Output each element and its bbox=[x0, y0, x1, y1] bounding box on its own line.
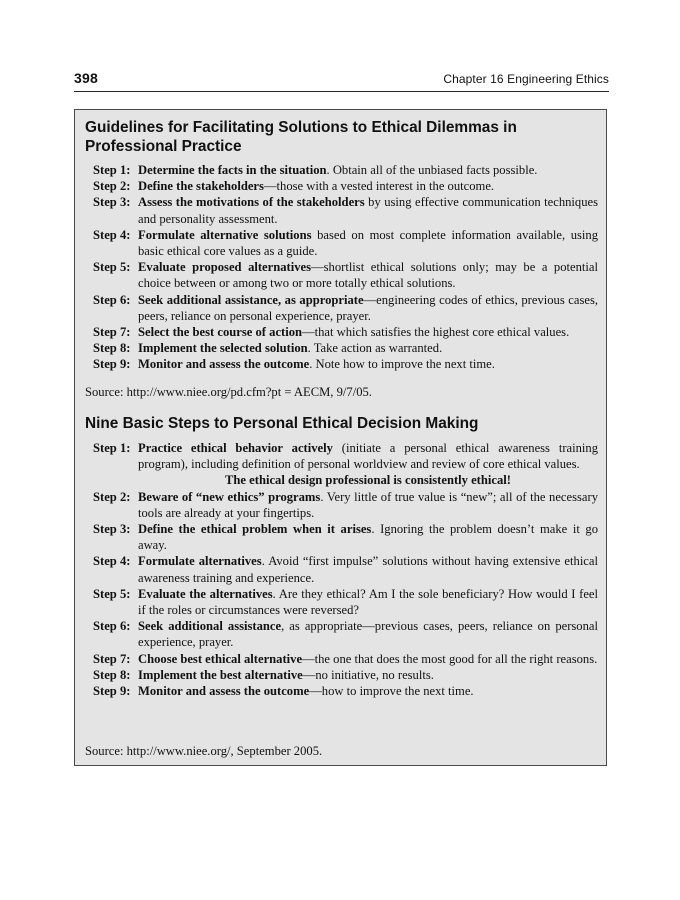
step-text: Determine the facts in the situation. Obtain all of the unbiased facts possible. bbox=[138, 163, 538, 177]
callout-statement: The ethical design professional is consistently ethical! bbox=[225, 473, 511, 488]
step-text: Practice ethical behavior actively (initiate a personal ethical awareness training program), including definition of personal worldview and review of core ethical values. bbox=[138, 441, 598, 472]
step-text: Formulate alternatives. Avoid “first impulse” solutions without having extensive ethical awareness training and experience. bbox=[138, 554, 598, 585]
step-text: Monitor and assess the outcome—how to improve the next time. bbox=[138, 684, 474, 699]
step-item bbox=[93, 292, 598, 324]
step-number: Step 1: bbox=[93, 441, 131, 455]
running-head: Chapter 16 Engineering Ethics bbox=[443, 72, 609, 86]
step-item bbox=[93, 178, 598, 194]
step-text: Formulate alternative solutions based on most complete information available, using basic ethical core values as a guide. bbox=[138, 227, 598, 259]
step-item bbox=[93, 683, 598, 699]
step-text: Choose best ethical alternative—the one that does the most good for all the right reasons. bbox=[138, 651, 598, 666]
step-number: Step 2: bbox=[93, 489, 131, 504]
step-number: Step 3: bbox=[93, 195, 131, 210]
step-item bbox=[93, 324, 598, 340]
step-number: Step 1: bbox=[93, 163, 131, 177]
page-number: 398 bbox=[74, 70, 98, 86]
step-number: Step 4: bbox=[93, 554, 131, 569]
header-rule bbox=[74, 91, 609, 92]
step-item bbox=[93, 618, 598, 650]
step-item bbox=[93, 667, 598, 683]
step-item bbox=[93, 162, 598, 178]
step-text: Beware of “new ethics” programs. Very little of true value is “new”; all of the necessary tools are already at your fingertips. bbox=[138, 489, 598, 520]
step-item bbox=[93, 521, 598, 553]
step-number: Step 6: bbox=[93, 292, 131, 307]
step-number: Step 7: bbox=[93, 325, 131, 340]
step-text: Define the stakeholders—those with a vested interest in the outcome. bbox=[138, 179, 495, 194]
step-number: Step 2: bbox=[93, 179, 131, 194]
step-text: Monitor and assess the outcome. Note how to improve the next time. bbox=[138, 357, 495, 372]
step-item bbox=[93, 356, 598, 372]
step-text: Evaluate proposed alternatives—shortlist ethical solutions only; may be a potential choice between or among two or more totally ethical solutions. bbox=[138, 260, 598, 291]
step-item bbox=[93, 586, 598, 618]
step-text: Seek additional assistance, as appropriate—engineering codes of ethics, previous cases, peers, reliance on personal experience, prayer. bbox=[138, 292, 598, 323]
nine-steps-list bbox=[93, 440, 598, 699]
step-text: Seek additional assistance, as appropriate—previous cases, peers, reliance on personal experience, prayer. bbox=[138, 619, 598, 650]
step-number: Step 6: bbox=[93, 619, 131, 634]
step-number: Step 3: bbox=[93, 522, 131, 537]
step-number: Step 7: bbox=[93, 651, 131, 666]
step-text: Define the ethical problem when it arises. Ignoring the problem doesn’t make it go away. bbox=[138, 522, 599, 553]
step-number: Step 9: bbox=[93, 357, 131, 372]
source-citation: Source: http://www.niee.org/, September 2005. bbox=[85, 744, 323, 758]
step-item bbox=[93, 194, 598, 226]
step-item bbox=[93, 227, 598, 259]
step-item bbox=[93, 340, 598, 356]
step-number: Step 4: bbox=[93, 227, 131, 242]
step-item bbox=[93, 489, 598, 521]
step-text: Implement the best alternative—no initiative, no results. bbox=[138, 667, 434, 682]
step-item bbox=[93, 553, 598, 585]
step-number: Step 8: bbox=[93, 667, 131, 682]
section-title-nine-steps: Nine Basic Steps to Personal Ethical Decision Making bbox=[85, 415, 479, 432]
step-item bbox=[93, 651, 598, 667]
step-number: Step 9: bbox=[93, 684, 131, 699]
sidebar-box bbox=[74, 109, 607, 766]
step-text: Evaluate the alternatives. Are they ethical? Am I the sole beneficiary? How would I feel if the roles or circumstances were reversed? bbox=[138, 586, 598, 618]
step-text: Select the best course of action—that which satisfies the highest core ethical values. bbox=[138, 325, 570, 340]
step-item bbox=[93, 259, 598, 291]
step-item bbox=[93, 440, 598, 472]
guidelines-step-list bbox=[93, 162, 598, 373]
step-number: Step 8: bbox=[93, 341, 131, 356]
step-number: Step 5: bbox=[93, 260, 131, 275]
source-citation: Source: http://www.niee.org/pd.cfm?pt = AECM, 9/7/05. bbox=[85, 385, 372, 399]
section-title-guidelines: Guidelines for Facilitating Solutions to Ethical Dilemmas in Professional Practice bbox=[85, 119, 517, 155]
step-text: Implement the selected solution. Take action as warranted. bbox=[138, 341, 443, 356]
step-text: Assess the motivations of the stakeholders by using effective communication techniques and personality assessment. bbox=[138, 195, 599, 226]
step-number: Step 5: bbox=[93, 586, 131, 601]
